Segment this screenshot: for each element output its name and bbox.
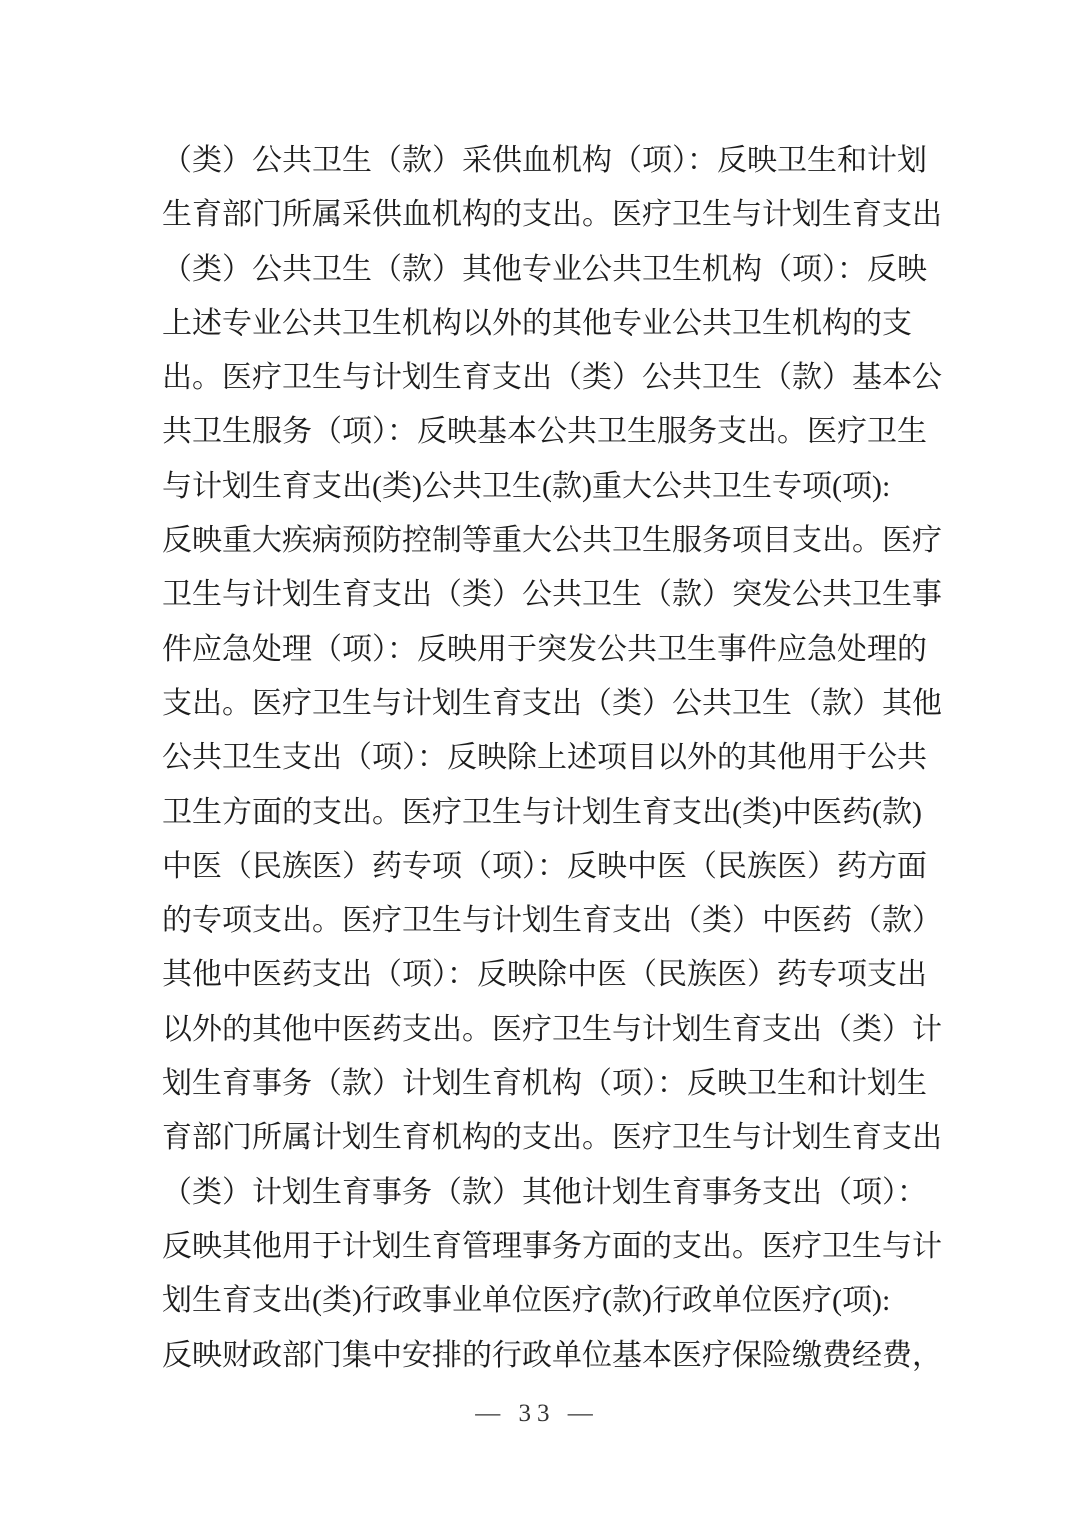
text-line: 中医（民族医）药专项（项）：反映中医（民族医）药方面	[162, 849, 927, 883]
text-line: 以外的其他中医药支出。医疗卫生与计划生育支出（类）计	[162, 1012, 942, 1046]
body-text	[162, 134, 963, 1383]
text-line: 出。医疗卫生与计划生育支出（类）公共卫生（款）基本公	[162, 361, 942, 395]
page-number: — 33 —	[475, 1400, 599, 1427]
text-line: 反映重大疾病预防控制等重大公共卫生服务项目支出。医疗	[162, 524, 942, 558]
text-line: 的专项支出。医疗卫生与计划生育支出（类）中医药（款）	[162, 904, 942, 938]
text-line: 上述专业公共卫生机构以外的其他专业公共卫生机构的支	[162, 306, 912, 340]
text-line: 其他中医药支出（项）：反映除中医（民族医）药专项支出	[162, 958, 927, 992]
text-line: 划生育支出(类)行政事业单位医疗(款)行政单位医疗(项):	[162, 1284, 891, 1318]
page-footer	[0, 1400, 1074, 1428]
text-line: 共卫生服务（项）：反映基本公共卫生服务支出。医疗卫生	[162, 415, 927, 449]
text-line: 反映财政部门集中安排的行政单位基本医疗保险缴费经费，	[162, 1338, 942, 1372]
text-line: 卫生方面的支出。医疗卫生与计划生育支出(类)中医药(款)	[162, 795, 922, 829]
text-line: （类）公共卫生（款）其他专业公共卫生机构（项）：反映	[162, 252, 927, 286]
text-line: （类）计划生育事务（款）其他计划生育事务支出（项）：	[162, 1175, 927, 1209]
text-line: 支出。医疗卫生与计划生育支出（类）公共卫生（款）其他	[162, 686, 942, 720]
text-line: 生育部门所属采供血机构的支出。医疗卫生与计划生育支出	[162, 198, 942, 232]
text-line: 卫生与计划生育支出（类）公共卫生（款）突发公共卫生事	[162, 578, 942, 612]
text-line: 公共卫生支出（项）：反映除上述项目以外的其他用于公共	[162, 741, 927, 775]
text-line: 育部门所属计划生育机构的支出。医疗卫生与计划生育支出	[162, 1121, 942, 1155]
text-line: 划生育事务（款）计划生育机构（项）：反映卫生和计划生	[162, 1067, 927, 1101]
text-line: 件应急处理（项）：反映用于突发公共卫生事件应急处理的	[162, 632, 927, 666]
text-line: 与计划生育支出(类)公共卫生(款)重大公共卫生专项(项):	[162, 469, 891, 503]
text-line: 反映其他用于计划生育管理事务方面的支出。医疗卫生与计	[162, 1229, 942, 1263]
text-line: （类）公共卫生（款）采供血机构（项）：反映卫生和计划	[162, 144, 927, 177]
